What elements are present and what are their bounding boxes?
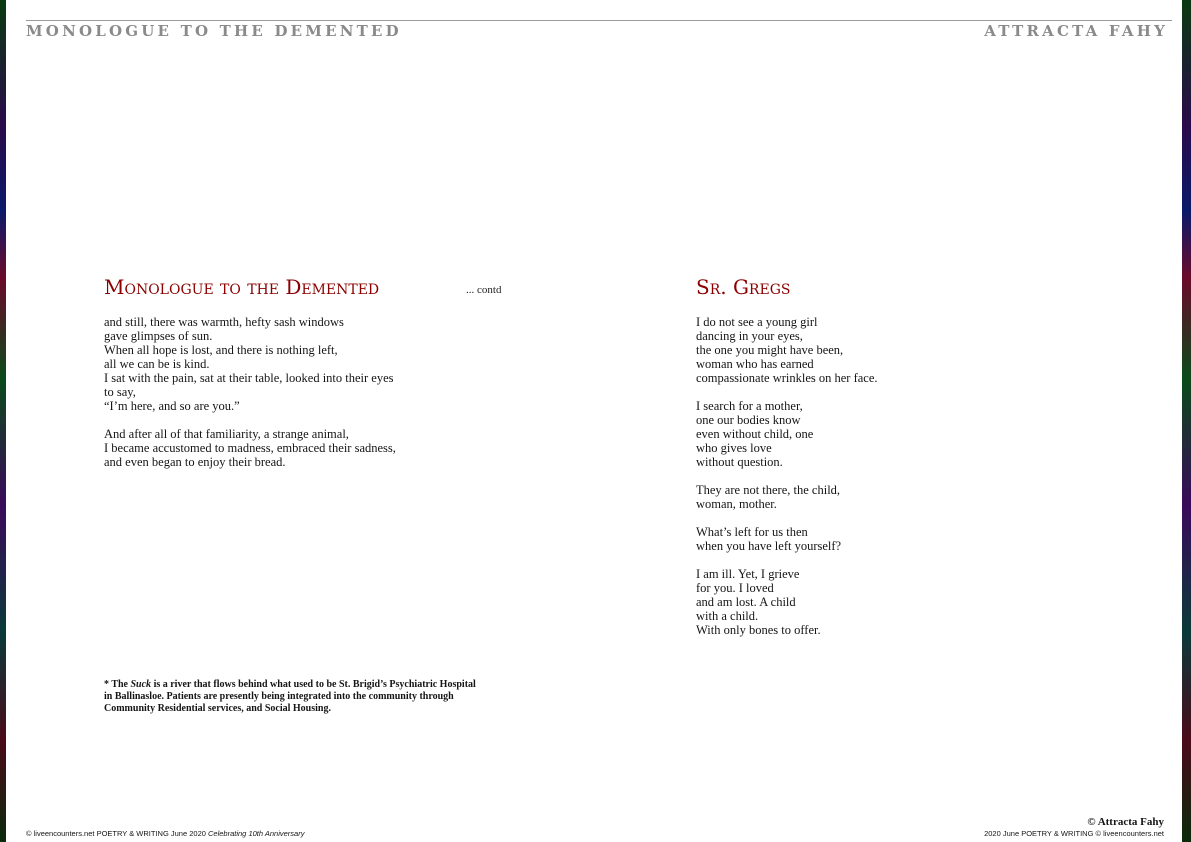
poem-line: gave glimpses of sun. (104, 329, 213, 343)
poem-line: I sat with the pain, sat at their table, looked into their eyes (104, 371, 394, 385)
poem-line: and am lost. A child (696, 595, 796, 609)
poem-line: And after all of that familiarity, a strange animal, (104, 427, 349, 441)
poem-line: the one you might have been, (696, 343, 844, 357)
poem-line: who gives love (696, 441, 772, 455)
stanza (696, 315, 878, 385)
footer-left-text: © liveencounters.net POETRY & WRITING June 2020 (26, 829, 208, 838)
poem-line: for you. I loved (696, 581, 774, 595)
poem-line: “I’m here, and so are you.” (104, 399, 240, 413)
poem-line: with a child. (696, 609, 759, 623)
poem-line: without question. (696, 455, 783, 469)
poem-line: I am ill. Yet, I grieve (696, 567, 800, 581)
poem-line: They are not there, the child, (696, 483, 841, 497)
footnote (104, 679, 484, 715)
footnote-prefix: * The (104, 679, 131, 690)
stanza (696, 483, 878, 511)
footer-left (26, 829, 304, 838)
poem-line: I search for a mother, (696, 399, 803, 413)
poem-line: woman, mother. (696, 497, 777, 511)
footer-left-anniversary: Celebrating 10th Anniversary (208, 829, 305, 838)
poem-line: dancing in your eyes, (696, 329, 803, 343)
running-header-author: ATTRACTA FAHY (984, 22, 1168, 40)
poem-title-right: Sr. Gregs (696, 275, 791, 299)
poem-line: all we can be is kind. (104, 357, 210, 371)
stanza (696, 567, 878, 637)
footer-right: 2020 June POETRY & WRITING © liveencounters.net (984, 829, 1164, 838)
poem-title-left: Monologue to the Demented (104, 275, 380, 299)
poem-line: and even began to enjoy their bread. (104, 455, 286, 469)
poem-line: woman who has earned (696, 357, 814, 371)
poem-line: With only bones to offer. (696, 623, 821, 637)
stanza (696, 399, 878, 469)
poem-line: when you have left yourself? (696, 539, 842, 553)
footnote-text: is a river that flows behind what used to be St. Brigid’s Psychiatric Hospital in Ballinasloe. Patients are presently being integrated into the community through Community Residential services, and Social Housing. (104, 679, 476, 714)
stanza (104, 315, 396, 413)
poem-line: even without child, one (696, 427, 814, 441)
poem-line: When all hope is lost, and there is nothing left, (104, 343, 338, 357)
poem-body-left (104, 315, 396, 483)
poem-line: to say, (104, 385, 136, 399)
author-copyright: © Attracta Fahy (1087, 816, 1164, 828)
poem-line: I became accustomed to madness, embraced their sadness, (104, 441, 396, 455)
page (6, 0, 1182, 842)
continued-label: ... contd (466, 284, 502, 296)
stanza (696, 525, 878, 553)
poem-line: one our bodies know (696, 413, 801, 427)
stanza (104, 427, 396, 469)
poem-line: and still, there was warmth, hefty sash windows (104, 315, 344, 329)
header-rule (26, 20, 1172, 21)
footnote-river-name: Suck (130, 679, 152, 690)
poem-line: compassionate wrinkles on her face. (696, 371, 878, 385)
poem-line: I do not see a young girl (696, 315, 818, 329)
running-header-title: MONOLOGUE TO THE DEMENTED (26, 22, 402, 40)
poem-line: What’s left for us then (696, 525, 808, 539)
poem-body-right (696, 315, 878, 651)
